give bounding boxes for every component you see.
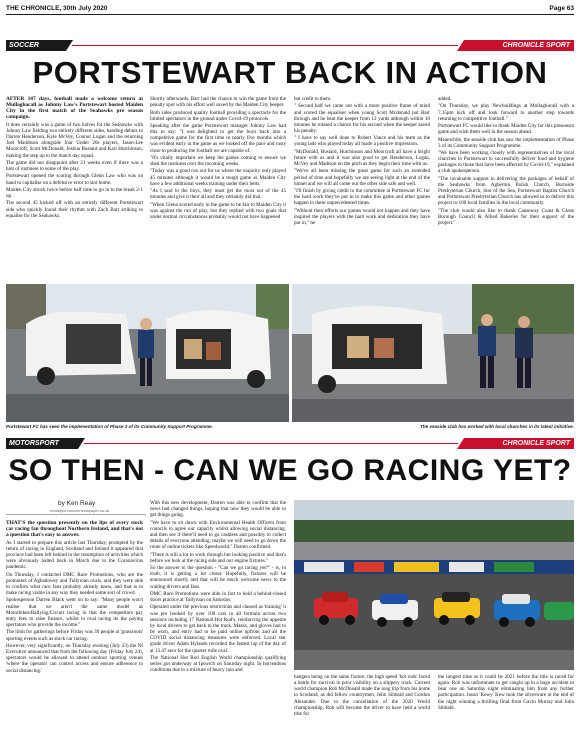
- headline: SO THEN - CAN WE GO RACING YET?: [8, 454, 572, 487]
- paragraph: Meanwhile, the seaside club has saw the implementation of Phase 3 of its Community Support Programme.: [438, 136, 574, 149]
- paragraph: "The invaluable support in delivering the packages of behalf of the Seahawks from Agherton Parish Church, Burnside Presbyterian Church, Star of the Sea, Portstewart Baptist Church and Portstewart Presbyterian Church has allowed us to deliver this project to 100 local families in the local community.: [438, 175, 574, 207]
- article-column-4: [438, 674, 574, 732]
- paragraph: the longest time as it could be 2021 before the title is raced for again. Rob was unfortunate to get caught up in a huge accident to bear one on Saturday night eliminating him from any further participation. Jason 'Kewy' Kew took the silverware at the end of the night winning a thrilling final from Gavin Murray and John Sibbald.: [438, 674, 574, 711]
- photo-illustration: [6, 284, 289, 422]
- section-tag: SOCCER: [6, 40, 66, 51]
- paragraph: Speaking after the game Portstewart manager Johnny Law had this to say: "I was delighted to get the boys back into a competitive game for the first time in nearly five months which was evident early in the game as we looked off the pace and rusty close to producing the football we are capable of.: [150, 123, 286, 154]
- paragraph: Portstewart opened the scoring through Glenn Law who was on hand to capitalise on a defensive error to slot home.: [6, 173, 143, 186]
- paragraph: The second 45 kicked off with an entirely different Portstewart side who quickly found their rhythm with Zach Barr striking to equalise for the Seahawks.: [6, 200, 143, 219]
- paragraph: As I started to prepare this article last Thursday, prompted by the return of racing in England, Scotland and Ireland it appeared that province had been left behind in the resumption of activities which were obviously halted back in March due to the Coronavirus pandemic.: [6, 539, 143, 571]
- article-column-2: [150, 96, 286, 274]
- paragraph: On Thursday, I contacted DMC Race Promotions, who are the promoters of Aghadowey and Tullyroan ovals, and they were able to confirm what race fans probably already knew, and that is to make racing viable in any way they needed some sort of crowd.: [6, 571, 143, 597]
- section-bar-soccer: [6, 40, 574, 51]
- photo-community-programme: [6, 284, 289, 422]
- paragraph: but credit to them.: [294, 96, 332, 102]
- headline: PORTSTEWART BACK IN ACTION: [32, 55, 548, 90]
- paragraph: Both sides produced quality football providing a spectacle for the limited spectators in the ground under Covid-19 protocols.: [150, 109, 286, 122]
- byline-email: news@chroniclenewspaper.co.uk: [50, 508, 110, 513]
- photo-seaside-club: [292, 284, 574, 422]
- article-column-2: [150, 500, 286, 732]
- article-column-1: [6, 96, 143, 274]
- paragraph: So the answer to the question - "Can we go racing yet?" - is, in truth, it is getting a lot closer. Hopefully, fixtures will be announced shortly and that will be much welcome news to the waiting drivers and fans.: [150, 565, 286, 590]
- paragraph: "The club would also like to thank Causeway Coast & Glens Borough Council & Allied Bakeries for their support of the project.": [438, 207, 574, 227]
- paragraph: "McDonald, Bustard, Hutchinson and Moorcroft all have a bright future with us and it was also good to get Henderson, Logan, McVey and Madison on the pitch as they begin their time with us.: [294, 148, 430, 168]
- section-rule: [84, 443, 458, 444]
- article-column-1: [6, 520, 143, 732]
- lead-paragraph: AFTER 147 days, football made a welcome return at Mullaghacall as Johnny Law's Portstewart hosted Maiden City in the first match of the Seahawks pre season campaign.: [6, 96, 143, 121]
- paragraph: "As I said to the boys, they must get the most out of the 45 minutes and give it their all and they certainly did that.: [150, 188, 286, 201]
- lead-paragraph: THAT'S the question presently on the lips of every stock car racing fan throughout Northern Ireland, and that's not a question that's easy to answer.: [6, 520, 143, 539]
- publication-date: THE CHRONICLE, 30th July 2020: [6, 5, 108, 12]
- paragraph: Portstewart FC would like to thank Maiden City for this preseason game and wish them well in the season ahead.: [438, 123, 574, 136]
- paragraph: Spokesperson Darren Black went on to say: "Many people won't realise that we aren't the same model as Motorbikes/Rallying/Circuit racing in that the competitors pay entry fees to raise finance, whilst in oval racing its the paying spectators who provide the income.": [6, 597, 143, 629]
- photo-stock-car-racing: [294, 500, 574, 670]
- paragraph: The limit for gatherings before Friday was 30 people at 'grassroots' sporting events such as stock car racing.: [6, 629, 143, 642]
- section-brand: CHRONICLE SPORT: [464, 40, 574, 51]
- paragraph: Shortly afterwards, Barr had the chance to win the game from the penalty spot with his effort well saved by the Maiden City keeper.: [150, 96, 286, 109]
- paragraph: With this new development, Darren was able to confirm that the news had changed things, hoping that now they would be able to get things going.: [150, 500, 286, 519]
- paragraph: hangers being on the same fixture, the high speed 'hot rods' faced a battle for survival in poor visibility on a slippery track. Current world champion Rob McDonald made the long trip from his home in Scotland, as did fellow countrymen, John Sibbald and Gordon Alexander. Due to the cancellation of the 2020 World championship, Rob will become the driver to have held a world title for: [294, 674, 430, 717]
- section-brand: CHRONICLE SPORT: [464, 438, 574, 449]
- paragraph: "On Thursday, we play Newbuildings at Mullaghacall with a 7.15pm kick off and look forward to another step towards returning to competitive football.": [438, 103, 574, 122]
- paragraph: Operated under the previous restrictions and classed as 'training' it was pre booked by over 100 cars in all formula across two sessions including 17 National Hot Rod's, reinforcing the appetite by local drivers to get back to the track. Masks, and gloves had to be worn, and entry had to be paid online upfront and all the COVID social distancing measures were enforced. Local star grade driver Adam Hylands recorded the fastest lap of the day of at 13.47 secs for the quarter mile oval.: [150, 604, 286, 654]
- photo-caption-right: The seaside club has worked with local churches in its latest initiative.: [420, 424, 574, 429]
- paragraph: "There is still a lot to work through but looking positive and that's before we look at the racing side and our engine fixtures.": [150, 551, 286, 564]
- page-number: Page 63: [549, 5, 574, 12]
- paragraph: "Today was a good run out for us where the majority only played 45 minutes although it would be a tough game as Maiden City have a few additional weeks training under their belts.: [150, 168, 286, 187]
- paragraph: "We've all been missing the great game for such an extended period of time and hopefully we are seeing light at the end of the tunnel and we will all come out the other side safe and well.: [294, 168, 430, 187]
- paragraph: The National Hot Rod English World championship qualifying series got underway at Ipswich on Saturday night. In horrendous conditions due to a mixture of heavy rain and: [150, 654, 286, 674]
- paragraph: DMC Race Promotions were able in fact to hold a behind-closed doors practice at Tullyroan on Saturday.: [150, 590, 286, 604]
- paragraph: " I have to say well done to Robert Vance and his team as the young lads who played today all made a positive impression.: [294, 135, 430, 148]
- paragraph: The game did not disappoint after 21 weeks even if there was a hint of rustiness to some of the play.: [6, 159, 143, 173]
- byline: by Ken Reay: [58, 500, 96, 507]
- paragraph: However, very significantly, on Thursday evening (July 23) the NI Executive announced that from the following day (Friday July 24), spectators would be allowed to attend outdoor sporting venues 'where the operator can control access and ensure adherence to social distancing.': [6, 642, 143, 674]
- section-bar-motorsport: [6, 438, 574, 449]
- paragraph: "We have to sit down with Environmental Health Officers from councils to agree our capacity whilst allowing social distancing, and then see if there'll need to go cashless and possibly to collect details of everyone attending, maybe we will need to go down the route of online tickets like Speedworld," Darren confirmed.: [150, 519, 286, 551]
- paragraph: "It's vitally important we keep the games coming to ensure we shed the rustiness over the incoming weeks.: [150, 154, 286, 168]
- photo-illustration: [294, 500, 574, 670]
- article-column-3: [294, 96, 430, 274]
- page-header: [6, 3, 574, 15]
- paragraph: added.: [438, 96, 452, 102]
- section-rule: [72, 45, 458, 46]
- article-column-3: [294, 674, 430, 732]
- photo-illustration: [292, 284, 574, 422]
- paragraph: "We have been working closely with representatives of the local churches in Portstewart to successfully deliver food and hygiene packages to those that have been affected by Covid-19," explained a club spokesperson.: [438, 150, 574, 175]
- paragraph: "When Glenn scored early in the game to be fair to Maiden City it was against the run of play, but they replied with two goals that under normal circumstances probably would not have happened: [150, 201, 286, 220]
- article-column-4: [438, 96, 574, 274]
- paragraph: It does certainly was a game of two halves for the Seahawks with Johnny Law fielding two entirely different sides, handing debuts to Darren Henderson, Kyle McVey, Connor Logan and the returning Joel Maddison alongside four Under 20s players, Jason-Lee Moorcroft, Scott McDonald, Joshua Bustard and Karl Hutchinson, making the step up to the match day squad.: [6, 121, 143, 159]
- photo-caption-left: Portstewart FC has seen the implementation of Phase 3 of its Community Support Programme.: [6, 424, 214, 429]
- paragraph: "I'll finish by giving credit to the committee at Portstewart FC for the hard work they've put in to make this game and other games happen in these unprecedented times.: [294, 188, 430, 207]
- paragraph: "Without their efforts our games would not happen and they have inspired the players with the hard work and dedication they have put in," he: [294, 207, 430, 227]
- paragraph: Maiden City struck twice before half time to go in to the break 2-1 up.: [6, 186, 143, 200]
- section-tag: MOTORSPORT: [6, 438, 78, 449]
- paragraph: " Second half we came out with a more positive frame of mind and scored the equaliser when young Scott Mcdonald put Barr through and he beat the keeper from 12 yards although within 10 minutes he missed a chance for his second when the keeper saved his penalty.: [294, 103, 430, 134]
